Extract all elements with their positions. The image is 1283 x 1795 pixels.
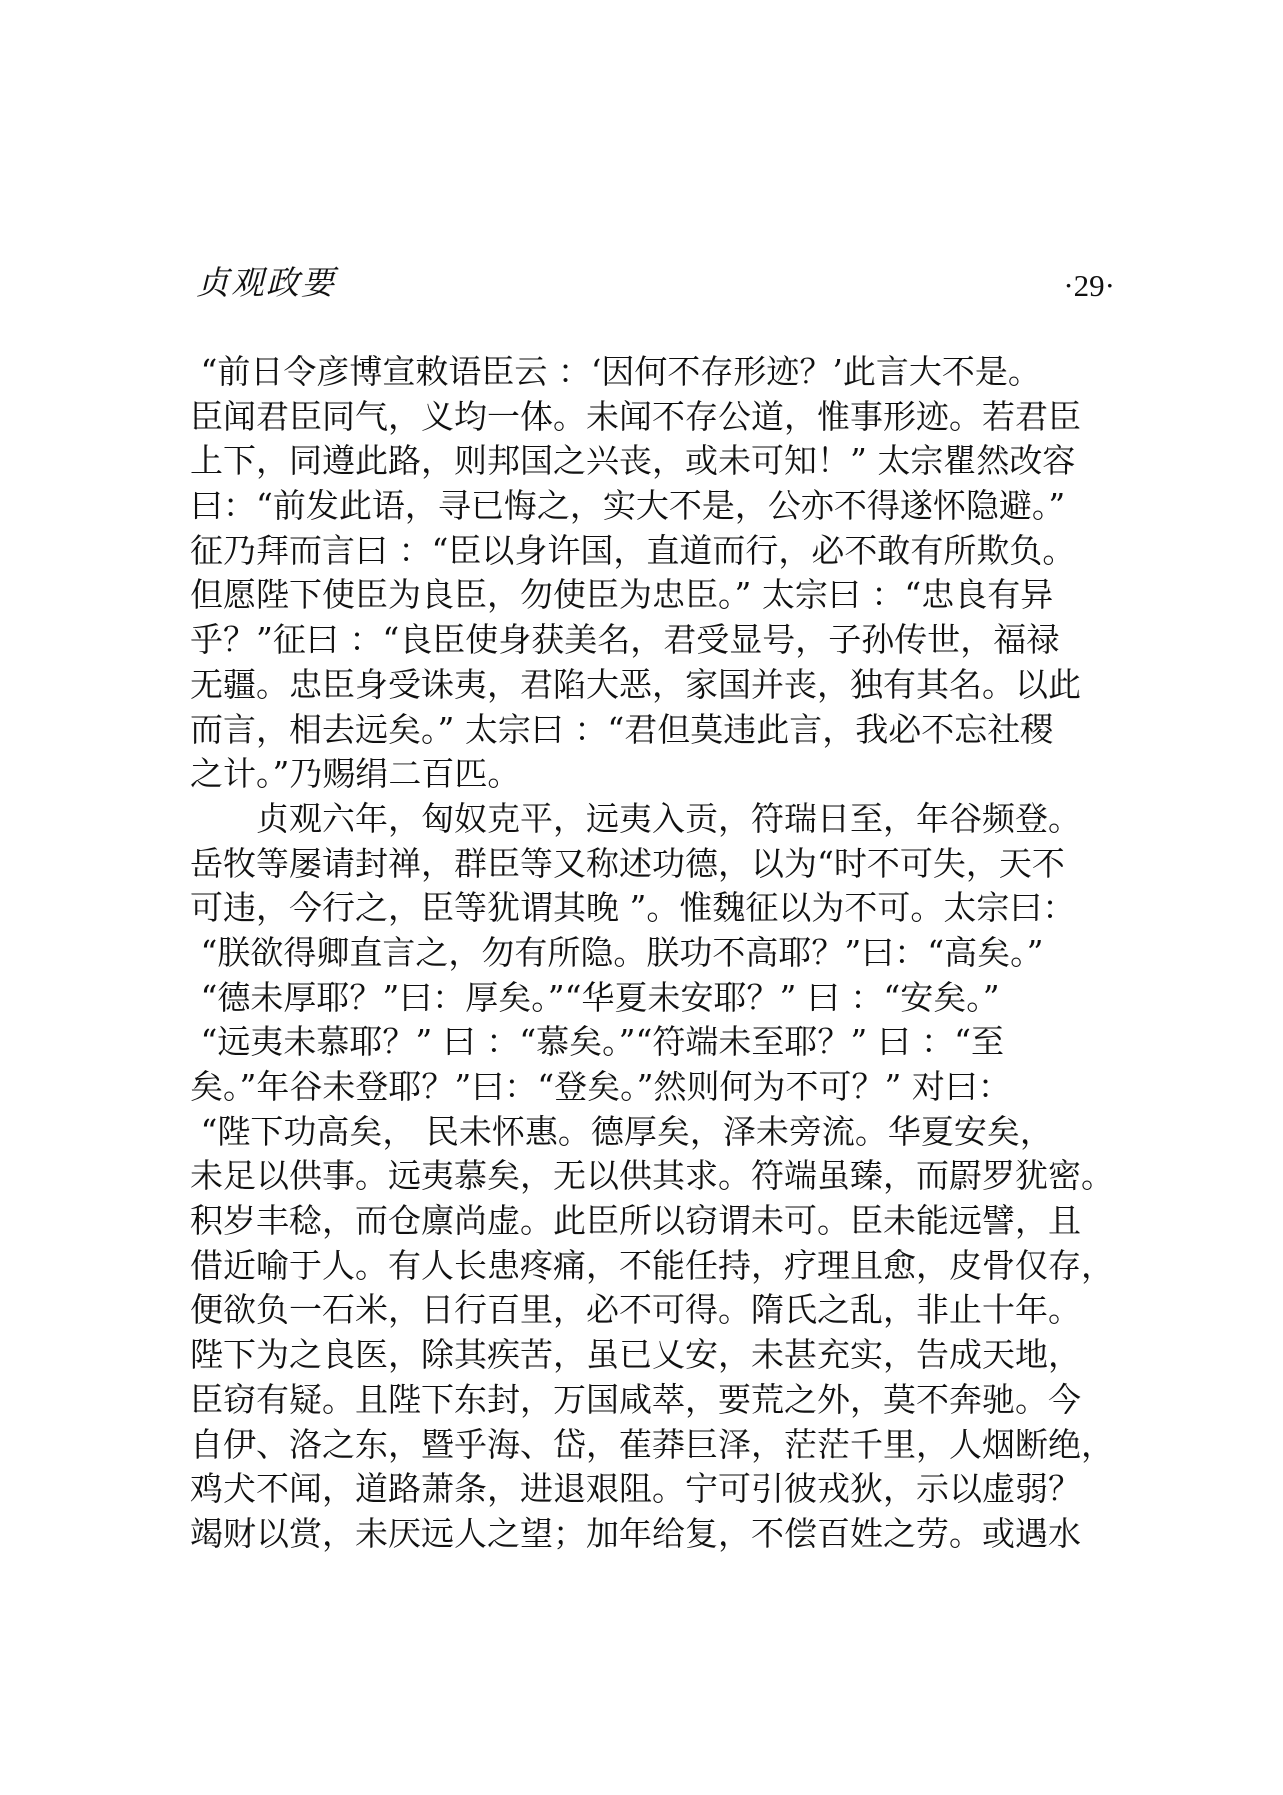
text-line: 积岁丰稔，而仓廪尚虚。此臣所以窃谓未可。臣未能远譬，且 xyxy=(190,1201,1081,1241)
text-line: 鸡犬不闻，道路萧条，进退艰阻。宁可引彼戎狄，示以虚弱？ xyxy=(190,1469,1081,1509)
text-line: 贞观六年，匈奴克平，远夷入贡，符瑞日至，年谷频登。 xyxy=(190,798,1081,838)
text-line: “远夷未慕耶？” 曰 ：“慕矣。”“符端未至耶？” 曰 ：“至 xyxy=(190,1022,1005,1062)
text-line: 可违，今行之，臣等犹谓其晚 ”。惟魏征以为不可。太宗曰： xyxy=(190,888,1076,928)
text-line: 矣。”年谷未登耶？”曰：“登矣。”然则何为不可？” 对曰： xyxy=(190,1067,1011,1106)
text-line: 乎？”征曰 ：“良臣使身获美名，君受显号，子孙传世，福禄 xyxy=(190,620,1060,660)
text-line: 便欲负一石米，日行百里，必不可得。隋氏之乱，非止十年。 xyxy=(190,1290,1081,1330)
page-number: ·29· xyxy=(1063,268,1115,303)
text-line: 竭财以赏，未厌远人之望；加年给复，不偿百姓之劳。或遇水 xyxy=(190,1513,1081,1553)
text-line: 臣窃有疑。且陛下东封，万国咸萃，要荒之外，莫不奔驰。今 xyxy=(190,1379,1081,1419)
text-line: 臣闻君臣同气，义均一体。未闻不存公道，惟事形迹。若君臣 xyxy=(190,396,1081,436)
text-line: “德未厚耶？”曰：厚矣。”“华夏未安耶？” 曰 ：“安矣。” xyxy=(190,977,1000,1017)
running-title: 贞观政要 xyxy=(196,263,336,302)
text-line: 征乃拜而言曰 ：“臣以身许国，直道而行，必不敢有所欺负。 xyxy=(190,530,1076,570)
text-line: 无疆。忠臣身受诛夷，君陷大恶，家国并丧，独有其名。以此 xyxy=(190,664,1081,704)
text-line: 借近喻于人。有人长患疼痛，不能任持，疗理且愈，皮骨仅存， xyxy=(190,1245,1114,1285)
text-line: 而言，相去远矣。” 太宗曰 ：“君但莫违此言，我必不忘社稷 xyxy=(190,709,1054,749)
text-line: 上下，同遵此路，则邦国之兴丧，或未可知！” 太宗瞿然改容 xyxy=(190,441,1076,481)
text-line: 之计。”乃赐绢二百匹。 xyxy=(190,754,521,794)
text-line: “朕欲得卿直言之，勿有所隐。朕功不高耶？”曰：“高矣。” xyxy=(190,932,1044,972)
body-text xyxy=(190,350,1114,1557)
text-line: 自伊、洛之东，暨乎海、岱，萑莽巨泽，茫茫千里，人烟断绝， xyxy=(190,1424,1114,1464)
text-line: 曰：“前发此语，寻已悔之，实大不是，公亦不得遂怀隐避。” xyxy=(190,486,1066,526)
text-line: “陛下功高矣， 民未怀惠。德厚矣，泽未旁流。华夏安矣， xyxy=(190,1111,1053,1151)
text-line: 岳牧等屡请封禅，群臣等又称述功德，以为“时不可失，天不 xyxy=(190,843,1065,883)
text-line: “前日令彦博宣敕语臣云 ：‘因何不存形迹？’此言大不是。 xyxy=(190,352,1041,391)
text-line: 未足以供事。远夷慕矣，无以供其求。符端虽臻，而罻罗犹密。 xyxy=(190,1156,1114,1196)
text-line: 但愿陛下使臣为良臣，勿使臣为忠臣。” 太宗曰 ：“忠良有异 xyxy=(190,575,1054,615)
text-line: 陛下为之良医，除其疾苦，虽已乂安，未甚充实，告成天地， xyxy=(190,1335,1081,1375)
